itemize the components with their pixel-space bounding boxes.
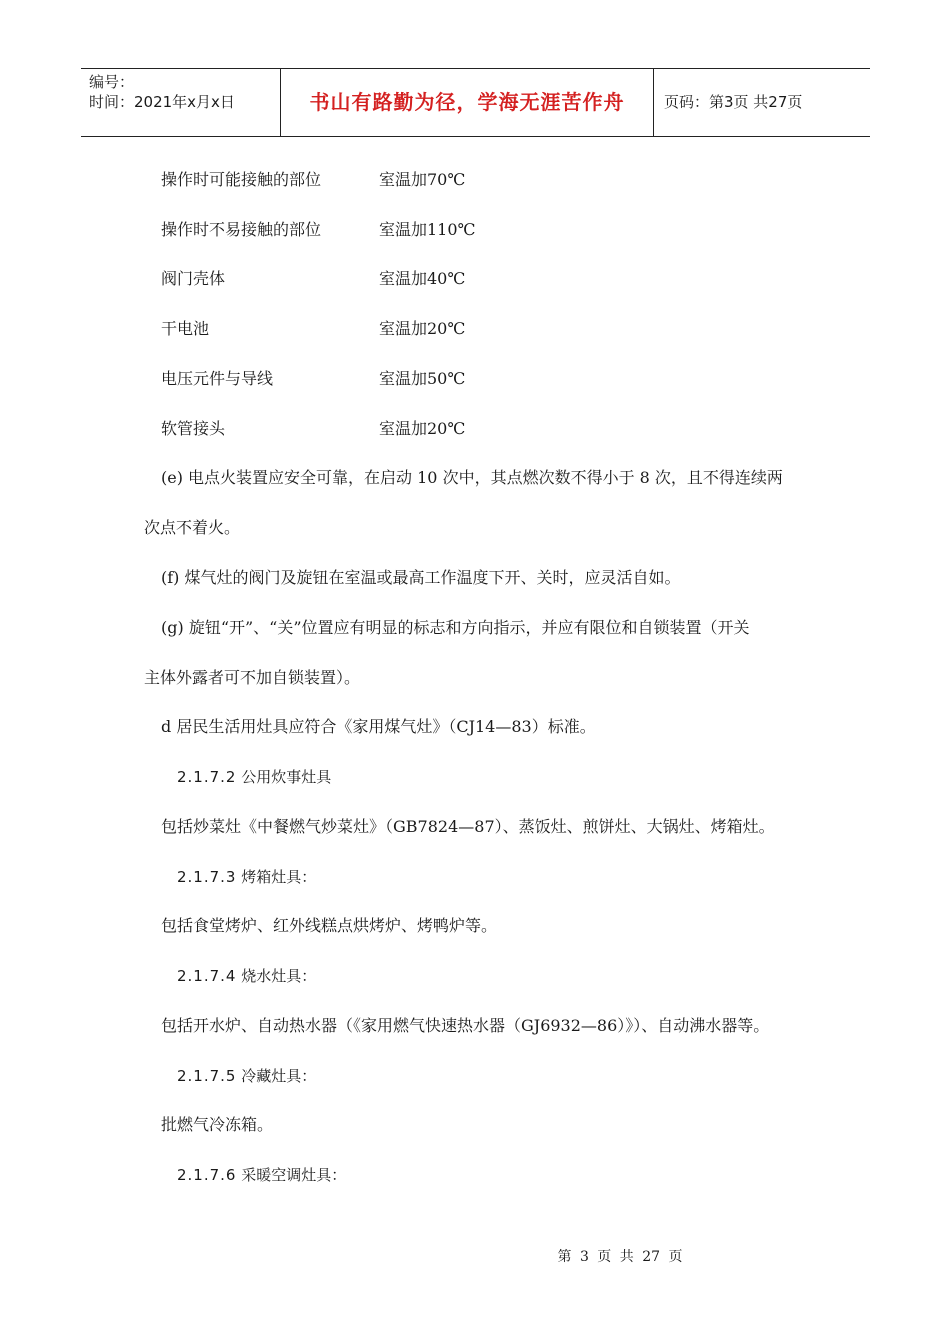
section-number: 2.1.7.5	[177, 1067, 237, 1085]
temperature-row-limit: 室温加110℃	[379, 220, 476, 239]
clause-g-line-2: 主体外露者可不加自锁装置）。	[144, 668, 361, 687]
section-number: 2.1.7.6	[177, 1166, 237, 1184]
temperature-row-part: 操作时可能接触的部位	[161, 170, 322, 189]
clause-e-line-1: (e) 电点火装置应安全可靠，在启动 10 次中，其点燃次数不得小于 8 次，且不得连续两	[161, 468, 783, 487]
temperature-row-limit: 室温加20℃	[379, 319, 466, 338]
section-title: 冷藏灶具：	[241, 1067, 317, 1085]
section-body-2175: 批燃气冷冻箱。	[161, 1115, 274, 1134]
temperature-row-part: 操作时不易接触的部位	[161, 220, 322, 239]
section-heading-2172	[177, 766, 331, 788]
section-heading-2175	[177, 1065, 316, 1087]
temperature-row-limit: 室温加50℃	[379, 369, 466, 388]
document-code-label: 编号：	[89, 73, 135, 91]
section-body-2172: 包括炒菜灶《中餐燃气炒菜灶》（GB7824—87）、蒸饭灶、煎饼灶、大锅灶、烤箱灶。	[161, 817, 775, 836]
clause-g-line-1: (g) 旋钮“开”、“关”位置应有明显的标志和方向指示，并应有限位和自锁装置（开关	[161, 618, 750, 637]
section-heading-2176	[177, 1164, 346, 1186]
section-title: 公用炊事灶具	[241, 768, 332, 786]
clause-d: d 居民生活用灶具应符合《家用煤气灶》（CJ14—83）标准。	[161, 717, 596, 736]
header-motto: 书山有路勤为径，学海无涯苦作舟	[281, 69, 654, 136]
temperature-row-part: 软管接头	[161, 419, 226, 438]
header-meta-cell	[81, 69, 281, 136]
clause-e-line-2: 次点不着火。	[144, 518, 241, 537]
section-heading-2174	[177, 965, 316, 987]
document-date: 时间：2021年x月x日	[89, 93, 235, 111]
temperature-row-limit: 室温加70℃	[379, 170, 466, 189]
temperature-row-part: 干电池	[161, 319, 210, 338]
section-title: 烤箱灶具：	[241, 868, 317, 886]
clause-f: (f) 煤气灶的阀门及旋钮在室温或最高工作温度下开、关时，应灵活自如。	[161, 568, 681, 587]
section-heading-2173	[177, 866, 316, 888]
section-number: 2.1.7.2	[177, 768, 237, 786]
section-body-2174: 包括开水炉、自动热水器（《家用燃气快速热水器（GJ6932—86）》）、自动沸水器等。	[161, 1016, 770, 1035]
section-title: 烧水灶具：	[241, 967, 317, 985]
temperature-row-part: 电压元件与导线	[161, 369, 274, 388]
header-page-info: 页码：第3页 共27页	[664, 93, 803, 111]
temperature-row-limit: 室温加20℃	[379, 419, 466, 438]
page-footer: 第 3 页 共 27 页	[557, 1249, 683, 1265]
section-number: 2.1.7.3	[177, 868, 237, 886]
section-number: 2.1.7.4	[177, 967, 237, 985]
temperature-row-limit: 室温加40℃	[379, 269, 466, 288]
temperature-row-part: 阀门壳体	[161, 269, 226, 288]
section-body-2173: 包括食堂烤炉、红外线糕点烘烤炉、烤鸭炉等。	[161, 916, 498, 935]
section-title: 采暖空调灶具：	[241, 1166, 347, 1184]
page-header	[81, 68, 870, 137]
